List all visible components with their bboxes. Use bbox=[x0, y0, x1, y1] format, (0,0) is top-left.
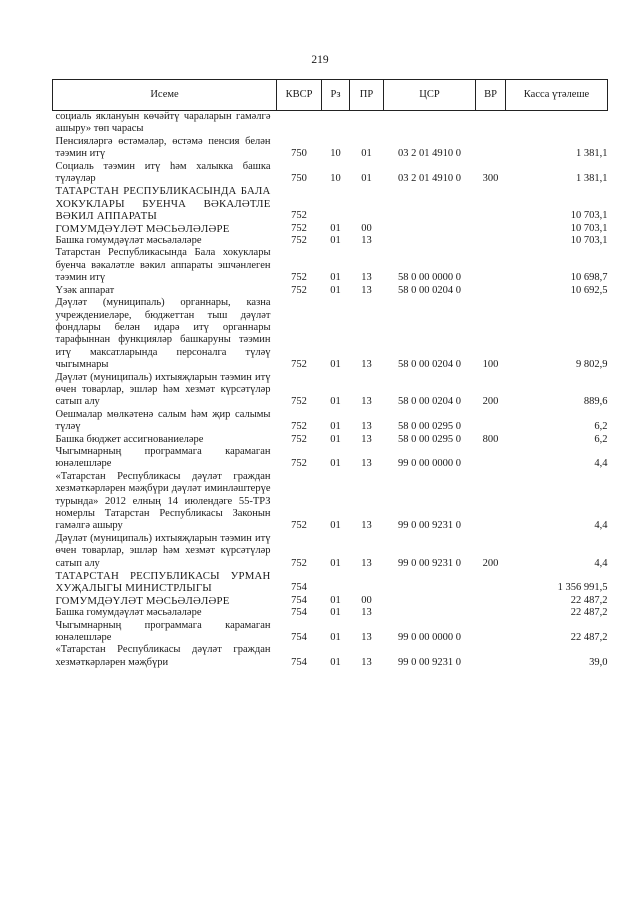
cell-sum: 1 381,1 bbox=[576, 173, 608, 185]
cell-rz: 01 bbox=[330, 396, 341, 408]
cell-vr: 100 bbox=[482, 359, 499, 371]
cell-csr bbox=[384, 595, 476, 607]
cell-vr: 200 bbox=[482, 396, 499, 408]
cell-pr: 13 bbox=[361, 421, 372, 433]
table-row bbox=[53, 607, 608, 619]
cell-name: Дәүләт (муниципаль) ихтыяҗларын тәэмин итү өчен товарлар, эшләр һәм хезмәт күрсәтүләр сатып алу bbox=[55, 371, 271, 408]
cell-pr: 13 bbox=[361, 359, 372, 371]
table-row-section bbox=[53, 595, 608, 607]
header-sum: Касса үтәлеше bbox=[506, 80, 608, 111]
cell-name: Чыгымнарның программага карамаган юнәлешләре bbox=[55, 445, 271, 470]
table-header-row bbox=[53, 80, 608, 111]
cell-csr bbox=[384, 607, 476, 619]
cell-pr: 13 bbox=[361, 433, 372, 445]
cell-pr: 13 bbox=[361, 272, 372, 284]
cell-sum: 10 698,7 bbox=[570, 272, 608, 284]
cell-name: Пенсияләргә өстәмәләр, өстәмә пенсия белән тәэмин итү bbox=[55, 135, 271, 160]
cell-pr: 00 bbox=[361, 222, 372, 234]
cell-kvsr: 752 bbox=[291, 421, 307, 433]
cell-pr: 13 bbox=[361, 284, 372, 296]
cell-sum: 4,4 bbox=[594, 520, 608, 532]
cell-sum: 6,2 bbox=[594, 433, 608, 445]
cell-pr: 13 bbox=[361, 458, 372, 470]
cell-kvsr: 752 bbox=[291, 359, 307, 371]
cell-vr: 300 bbox=[482, 173, 499, 185]
table-row bbox=[53, 644, 608, 669]
cell-sum: 6,2 bbox=[594, 421, 608, 433]
cell-csr: 99 0 00 0000 0 bbox=[398, 458, 461, 470]
cell-pr: 13 bbox=[361, 656, 372, 668]
cell-kvsr: 754 bbox=[291, 607, 307, 619]
cell-sum: 22 487,2 bbox=[570, 607, 608, 619]
cell-rz: 10 bbox=[330, 173, 341, 185]
cell-vr: 800 bbox=[482, 433, 499, 445]
table-row bbox=[53, 247, 608, 284]
cell-csr: 03 2 01 4910 0 bbox=[398, 173, 461, 185]
cell-kvsr: 752 bbox=[291, 210, 307, 222]
cell-name: «Татарстан Республикасы дәүләт граждан хезмәткәрләрен мәҗбүри bbox=[55, 644, 271, 668]
cell-sum bbox=[506, 111, 608, 136]
cell-sum: 4,4 bbox=[594, 557, 608, 569]
table-row bbox=[53, 620, 608, 645]
cell-vr bbox=[476, 570, 506, 595]
cell-kvsr bbox=[277, 111, 322, 136]
cell-name: ТАТАРСТАН РЕСПУБЛИКАСЫ УРМАН ХУҖАЛЫГЫ МИНИСТРЛЫГЫ bbox=[55, 570, 271, 595]
cell-name: Дәүләт (муниципаль) органнары, казна учреждениеләре, бюджеттан тыш дәүләт фондлары белән идарә итү органнары тарафыннан функцияләр башкаруны тәэмин итү максатларында персоналга түләү чыгымнары bbox=[55, 297, 271, 371]
cell-pr: 13 bbox=[361, 607, 372, 619]
cell-vr bbox=[476, 185, 506, 222]
cell-sum: 10 703,1 bbox=[570, 235, 608, 247]
table-row bbox=[53, 285, 608, 297]
cell-sum: 10 692,5 bbox=[570, 284, 608, 296]
cell-csr: 99 0 00 9231 0 bbox=[398, 557, 461, 569]
cell-rz: 01 bbox=[330, 656, 341, 668]
cell-name: Башка гомумдәүләт мәсьәләләре bbox=[55, 235, 202, 247]
cell-pr: 13 bbox=[361, 235, 372, 247]
cell-vr bbox=[476, 223, 506, 235]
table-row bbox=[53, 471, 608, 533]
cell-name: Башка бюджет ассигнованиеләре bbox=[55, 433, 204, 445]
table-row bbox=[53, 161, 608, 186]
cell-vr bbox=[476, 595, 506, 607]
cell-pr bbox=[350, 185, 384, 222]
cell-vr bbox=[476, 644, 506, 669]
cell-rz: 01 bbox=[330, 594, 341, 606]
cell-rz: 01 bbox=[330, 557, 341, 569]
cell-pr: 13 bbox=[361, 520, 372, 532]
cell-sum: 1 356 991,5 bbox=[557, 582, 608, 594]
cell-name: социаль яклануын көчәйтү чараларын гамәлгә ашыру» төп чарасы bbox=[55, 111, 271, 135]
table-row-section bbox=[53, 223, 608, 235]
cell-pr: 01 bbox=[361, 148, 372, 160]
cell-vr bbox=[476, 285, 506, 297]
cell-name: ТАТАРСТАН РЕСПУБЛИКАСЫНДА БАЛА ХОКУКЛАРЫ БУЕНЧА ВӘКАЛӘТЛЕ ВӘКИЛ АППАРАТЫ bbox=[55, 185, 271, 223]
cell-sum: 4,4 bbox=[594, 458, 608, 470]
cell-kvsr: 752 bbox=[291, 557, 307, 569]
cell-sum: 10 703,1 bbox=[570, 210, 608, 222]
cell-pr: 13 bbox=[361, 396, 372, 408]
table-row bbox=[53, 409, 608, 434]
cell-kvsr: 754 bbox=[291, 582, 307, 594]
cell-rz: 01 bbox=[330, 632, 341, 644]
cell-csr bbox=[384, 223, 476, 235]
cell-csr: 58 0 00 0204 0 bbox=[398, 284, 461, 296]
cell-rz bbox=[322, 111, 350, 136]
cell-name: Чыгымнарның программага карамаган юнәлешләре bbox=[55, 619, 271, 644]
cell-vr bbox=[476, 446, 506, 471]
cell-csr bbox=[384, 185, 476, 222]
cell-rz bbox=[322, 185, 350, 222]
cell-kvsr: 752 bbox=[291, 222, 307, 234]
cell-name: Башка гомумдәүләт мәсьәләләре bbox=[55, 607, 202, 619]
header-pr: ПР bbox=[350, 80, 384, 111]
cell-pr: 13 bbox=[361, 557, 372, 569]
cell-kvsr: 754 bbox=[291, 656, 307, 668]
table-row bbox=[53, 136, 608, 161]
page-number: 219 bbox=[311, 54, 329, 66]
cell-rz: 01 bbox=[330, 421, 341, 433]
table-row-section bbox=[53, 570, 608, 595]
cell-kvsr: 752 bbox=[291, 396, 307, 408]
cell-kvsr: 752 bbox=[291, 458, 307, 470]
table-row bbox=[53, 372, 608, 409]
budget-table bbox=[52, 79, 608, 669]
cell-sum: 39,0 bbox=[589, 656, 608, 668]
cell-rz bbox=[322, 570, 350, 595]
cell-rz: 01 bbox=[330, 284, 341, 296]
cell-csr bbox=[384, 235, 476, 247]
cell-csr: 99 0 00 0000 0 bbox=[398, 632, 461, 644]
cell-kvsr: 754 bbox=[291, 594, 307, 606]
cell-name: ГОМУМДӘҮЛӘТ МӘСЬӘЛӘЛӘРЕ bbox=[55, 222, 230, 235]
cell-vr bbox=[476, 409, 506, 434]
cell-rz: 01 bbox=[330, 359, 341, 371]
cell-vr bbox=[476, 247, 506, 284]
cell-vr bbox=[476, 471, 506, 533]
cell-csr bbox=[384, 111, 476, 136]
cell-kvsr: 752 bbox=[291, 433, 307, 445]
cell-name: ГОМУМДӘҮЛӘТ МӘСЬӘЛӘЛӘРЕ bbox=[55, 594, 230, 607]
cell-csr: 99 0 00 9231 0 bbox=[398, 656, 461, 668]
cell-vr bbox=[476, 136, 506, 161]
cell-kvsr: 752 bbox=[291, 235, 307, 247]
cell-pr: 01 bbox=[361, 173, 372, 185]
cell-vr bbox=[476, 607, 506, 619]
cell-kvsr: 754 bbox=[291, 632, 307, 644]
table-row bbox=[53, 446, 608, 471]
cell-name: «Татарстан Республикасы дәүләт граждан хезмәткәрләрен мәҗбүри дәүләт иминләштерүе турында» 2012 елның 14 июлендәге 55-ТРЗ номерлы Татарстан Республикасы Законын гамәлгә ашыру bbox=[55, 470, 271, 532]
table-row bbox=[53, 297, 608, 371]
cell-name: Социаль тәэмин итү һәм халыкка башка түләүләр bbox=[55, 160, 271, 185]
cell-pr: 00 bbox=[361, 594, 372, 606]
cell-pr bbox=[350, 111, 384, 136]
header-kvsr: КВСР bbox=[277, 80, 322, 111]
cell-kvsr: 752 bbox=[291, 520, 307, 532]
cell-rz: 01 bbox=[330, 607, 341, 619]
cell-rz: 01 bbox=[330, 222, 341, 234]
cell-csr: 58 0 00 0204 0 bbox=[398, 359, 461, 371]
cell-pr: 13 bbox=[361, 632, 372, 644]
cell-rz: 01 bbox=[330, 458, 341, 470]
cell-name: Татарстан Республикасында Бала хокуклары буенча вәкаләтле вәкил аппараты эшчәнлеген тәэмин итү bbox=[55, 247, 271, 284]
cell-rz: 01 bbox=[330, 433, 341, 445]
cell-csr: 58 0 00 0000 0 bbox=[398, 272, 461, 284]
cell-sum: 10 703,1 bbox=[570, 222, 608, 234]
header-csr: ЦСР bbox=[384, 80, 476, 111]
table-row bbox=[53, 235, 608, 247]
cell-pr bbox=[350, 570, 384, 595]
cell-csr: 58 0 00 0204 0 bbox=[398, 396, 461, 408]
cell-sum: 889,6 bbox=[583, 396, 608, 408]
cell-kvsr: 750 bbox=[291, 173, 307, 185]
header-vr: ВР bbox=[476, 80, 506, 111]
cell-name: Үзәк аппарат bbox=[55, 284, 115, 296]
cell-sum: 22 487,2 bbox=[570, 594, 608, 606]
cell-csr bbox=[384, 570, 476, 595]
cell-sum: 1 381,1 bbox=[576, 148, 608, 160]
cell-name: Дәүләт (муниципаль) ихтыяҗларын тәэмин итү өчен товарлар, эшләр һәм хезмәт күрсәтүләр сатып алу bbox=[55, 532, 271, 569]
table-row-section bbox=[53, 185, 608, 222]
cell-csr: 99 0 00 9231 0 bbox=[398, 520, 461, 532]
cell-csr: 58 0 00 0295 0 bbox=[398, 421, 461, 433]
cell-sum: 22 487,2 bbox=[570, 632, 608, 644]
cell-name: Оешмалар мөлкәтенә салым һәм җир салымы түләү bbox=[55, 408, 271, 433]
cell-rz: 10 bbox=[330, 148, 341, 160]
cell-sum: 9 802,9 bbox=[576, 359, 608, 371]
cell-csr: 03 2 01 4910 0 bbox=[398, 148, 461, 160]
cell-kvsr: 752 bbox=[291, 272, 307, 284]
table-row bbox=[53, 434, 608, 446]
cell-rz: 01 bbox=[330, 520, 341, 532]
table-row bbox=[53, 111, 608, 136]
cell-vr bbox=[476, 235, 506, 247]
cell-csr: 58 0 00 0295 0 bbox=[398, 433, 461, 445]
header-name: Исеме bbox=[53, 80, 277, 111]
cell-kvsr: 752 bbox=[291, 284, 307, 296]
cell-vr bbox=[476, 620, 506, 645]
cell-rz: 01 bbox=[330, 272, 341, 284]
table-row bbox=[53, 533, 608, 570]
cell-vr: 200 bbox=[482, 557, 499, 569]
cell-rz: 01 bbox=[330, 235, 341, 247]
header-rz: Рз bbox=[322, 80, 350, 111]
cell-vr bbox=[476, 111, 506, 136]
cell-kvsr: 750 bbox=[291, 148, 307, 160]
